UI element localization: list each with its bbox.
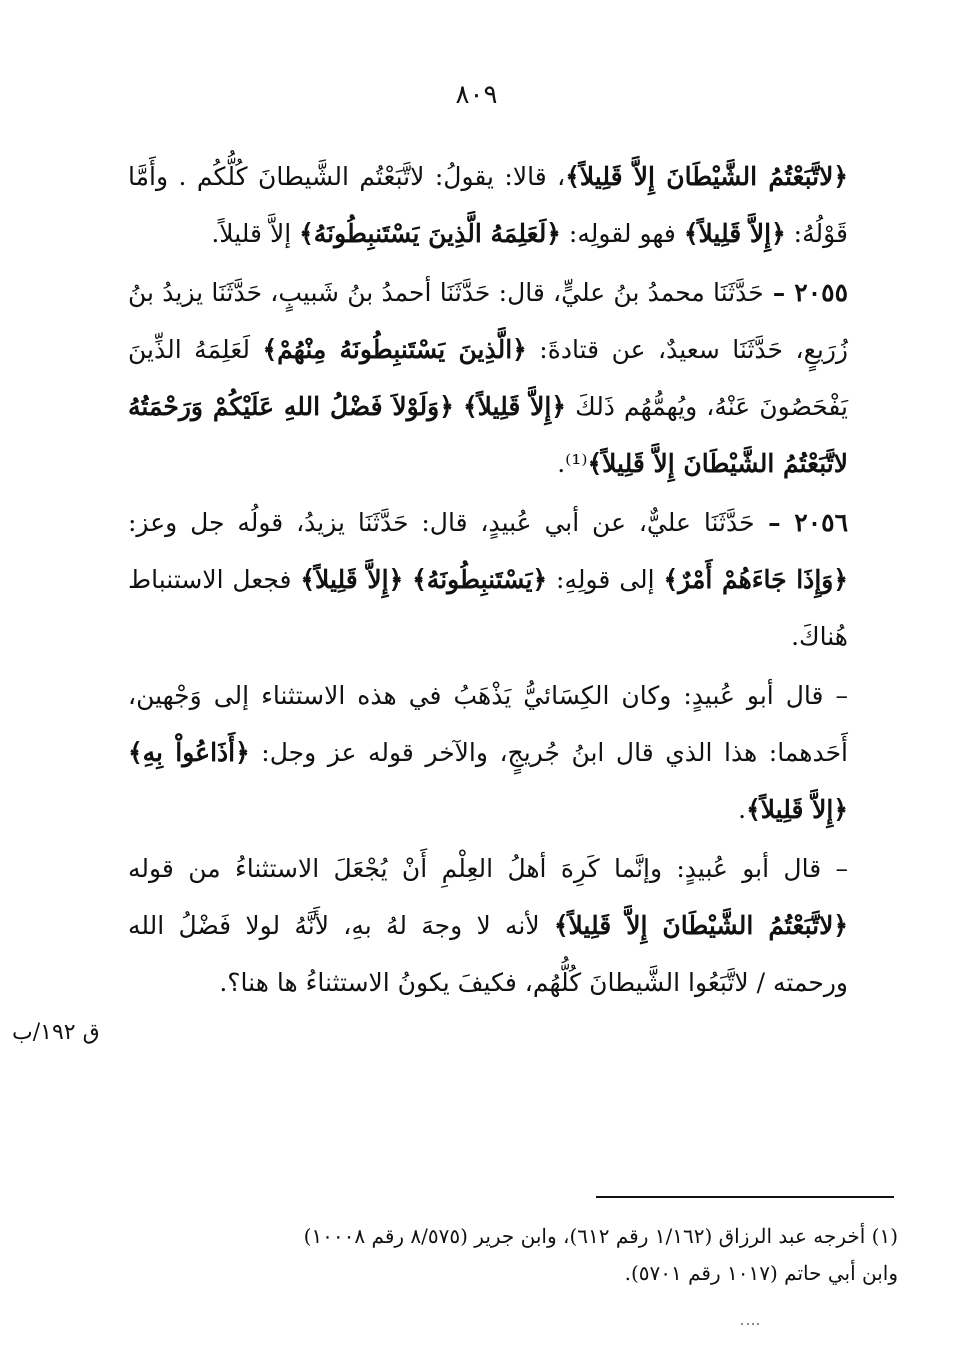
text-run: لَعَلِمَهُ الذِّينَ يَفْحَصُونَ عَنْهُ، ويُهمُّهُم ذَلكَ — [128, 335, 848, 421]
page-number: ٨٠٩ — [455, 80, 498, 110]
scan-specks — [740, 1322, 760, 1326]
quran-quote: ﴿إِلاَّ قَلِيلاً﴾ — [462, 392, 567, 421]
quran-quote: ﴿لاتَّبَعْتُمُ الشَّيْطَانَ إِلاَّ قَلِيلاً﴾ — [565, 162, 848, 191]
paragraph-abu-ubaid-kisai — [128, 667, 848, 838]
footnote-separator — [596, 1196, 894, 1198]
footnote-line-2: وابن أبي حاتم (١٠١٧ رقم ٥٧٠١). — [624, 1261, 898, 1285]
text-run: – قال أبو عُبيدٍ: وإنَّما كَرِهَ أهلُ العِلْمِ أَنْ يُجْعَلَ الاستثناءُ من قوله — [128, 854, 848, 883]
paragraph-hadith-2056 — [128, 494, 848, 665]
text-run: . — [738, 795, 747, 824]
quran-quote: ﴿إِلاَّ قَلِيلاً﴾ — [746, 795, 848, 824]
text-run: – قال أبو عُبيدٍ: وكان الكِسَائيُّ يَذْهَبُ في هذه الاستثناء إلى وَجْهين، أَحَدهما: هذا الذي قال ابنُ جُريجٍ، والآخر قوله عز وجل: — [128, 681, 848, 767]
quran-quote: ﴿إِلاَّ قَلِيلاً﴾ — [300, 565, 404, 594]
paragraph-continuation — [128, 148, 848, 262]
paragraph-abu-ubaid-istithna — [128, 840, 848, 1011]
text-run: فهو لقولِه: — [560, 219, 684, 248]
main-text — [128, 148, 848, 1013]
hadith-number: ٢٠٥٦ – — [754, 508, 848, 537]
quran-quote: ﴿إِلاَّ قَلِيلاً﴾ — [683, 219, 786, 248]
manuscript-folio-note: ق ١٩٢/ب — [12, 1020, 100, 1045]
quran-quote: ﴿وَإِذَا جَاءَهُمْ أَمْرٌ﴾ — [663, 565, 848, 594]
paragraph-hadith-2055 — [128, 264, 848, 492]
hadith-number: ٢٠٥٥ – — [763, 278, 848, 307]
text-run: فجعل الاستنباط هُناكَ. — [128, 565, 848, 651]
quran-quote: ﴿لَعَلِمَهُ الَّذِينَ يَسْتَنبِطُونَهُ﴾ — [299, 219, 561, 248]
quran-quote: ﴿أَذَاعُواْ بِهِ﴾ — [128, 738, 250, 767]
text-run: ، قالا: يقولُ: لاتَّبَعْتُم الشَّيطانَ كُلُّكُم . وأَمَّا قَوْلُهُ: — [128, 162, 848, 248]
text-run — [454, 392, 463, 421]
quran-quote: ﴿وَلَوْلاَ فَضْلُ اللهِ عَلَيْكُمْ وَرَحْمَتُهُ لاتَّبَعْتُمُ الشَّيْطَانَ إِلاَّ قَلِيلاً﴾ — [128, 392, 848, 478]
text-run: حَدَّثَنَا محمدُ بنُ عليٍّ، قال: حَدَّثَنَا أحمدُ بنُ شَبيبٍ، حَدَّثَنَا يزيدُ بنُ زُرَيعٍ، حَدَّثَنَا سعيدٌ، عن قتادةَ: — [128, 278, 848, 364]
quran-quote: ﴿لاتَّبَعْتُمُ الشَّيْطَانَ إِلاَّ قَلِيلاً﴾ — [553, 911, 848, 940]
text-run: إلاَّ قليلاً. — [211, 219, 300, 248]
text-run — [403, 565, 412, 594]
quran-quote: ﴿يَسْتَنبِطُونَهُ﴾ — [412, 565, 548, 594]
footnote — [128, 1218, 898, 1292]
text-run: ⁽¹⁾. — [557, 449, 588, 478]
footnote-line-1: (١) أخرجه عبد الرزاق (١/١٦٢ رقم ٦١٢)، وابن جرير (٨/٥٧٥ رقم ١٠٠٠٨) — [303, 1224, 898, 1248]
text-run: إلى قولِهِ: — [547, 565, 664, 594]
text-run: لأنه لا وجهَ لهُ بهِ، لأَنَّهُ لولا فَضْلُ الله ورحمته / لاتَّبَعُوا الشَّيطانَ كُلُّهُم، فكيفَ يكونُ الاستثناءُ ها هنا؟. — [128, 911, 848, 997]
text-run: حَدَّثَنَا عليٌّ، عن أبي عُبيدٍ، قال: حَدَّثَنَا يزيدُ، قولُه جل وعز: — [128, 508, 755, 537]
quran-quote: ﴿الَّذِينَ يَسْتَنبِطُونَهُ مِنْهُمْ﴾ — [262, 335, 527, 364]
